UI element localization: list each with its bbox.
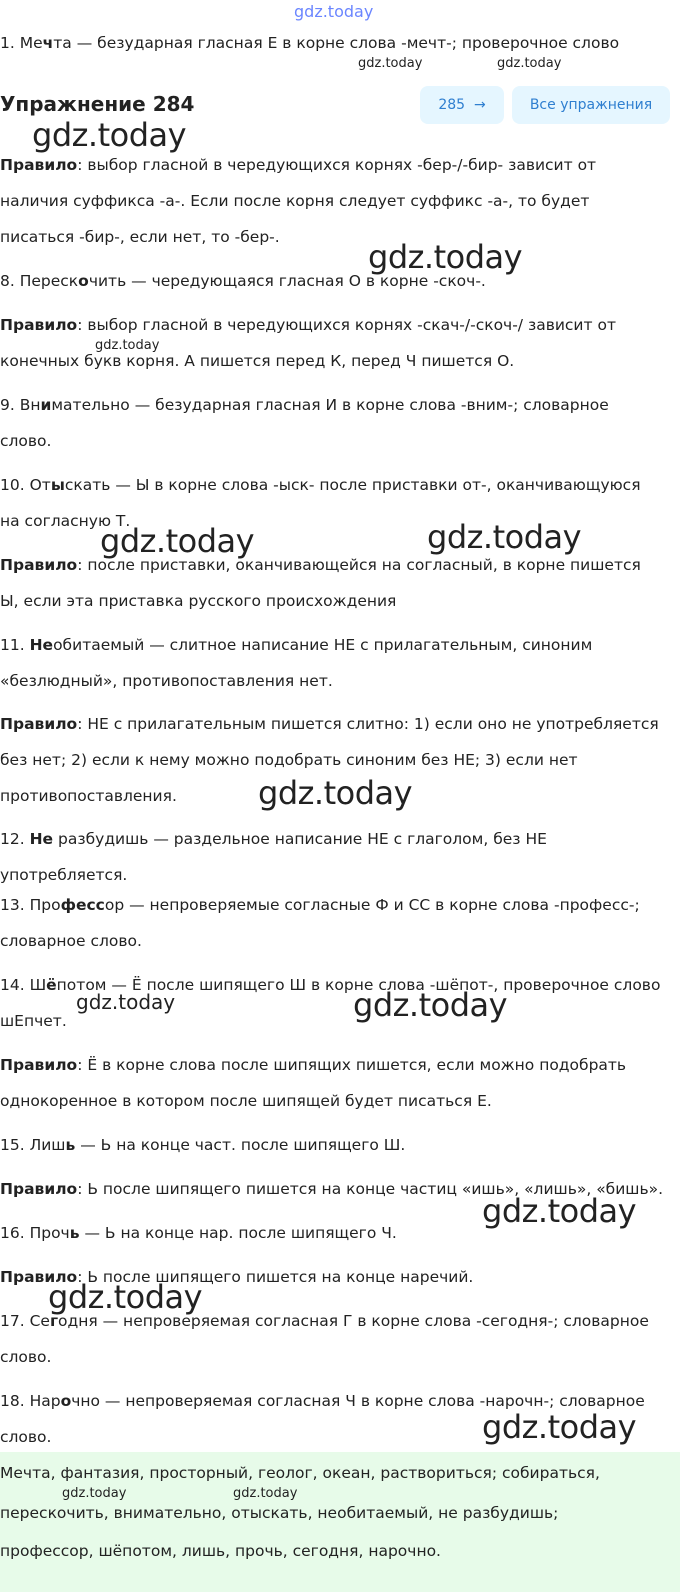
watermark: gdz.today <box>95 338 160 353</box>
rule-line: Ы, если эта приставка русского происхождения <box>0 592 397 610</box>
watermark: gdz.today <box>48 1278 203 1316</box>
watermark: gdz.today <box>482 1408 637 1446</box>
rule-line: Правило: выбор гласной в чередующихся корнях -скач-/-скоч-/ зависит от <box>0 316 616 334</box>
answer-line-11: 11. Необитаемый — слитное написание НЕ с прилагательным, синоним <box>0 636 593 654</box>
watermark: gdz.today <box>368 238 523 276</box>
answer-line-10: 10. Отыскать — Ы в корне слова -ыск- после приставки от-, оканчивающуюся <box>0 476 641 494</box>
rule-line: Правило: выбор гласной в чередующихся корнях -бер-/-бир- зависит от <box>0 156 597 174</box>
answer-box-line: Мечта, фантазия, просторный, геолог, океан, раствориться; собираться, <box>0 1464 600 1482</box>
rule-line: без нет; 2) если к нему можно подобрать синоним без НЕ; 3) если нет <box>0 751 578 769</box>
rule-line: конечных букв корня. А пишется перед К, перед Ч пишется О. <box>0 352 515 370</box>
answer-line-8: 8. Перескочить — чередующаяся гласная О в корне -скоч-. <box>0 272 486 290</box>
answer-line-9: 9. Внимательно — безударная гласная И в корне слова -вним-; словарное <box>0 396 609 414</box>
answer-line-9b: слово. <box>0 432 52 450</box>
answer-line-14: 14. Шёпотом — Ё после шипящего Ш в корне слова -шёпот-, проверочное слово <box>0 976 661 994</box>
watermark: gdz.today <box>32 116 187 154</box>
watermark: gdz.today <box>258 774 413 812</box>
answer-line-13b: словарное слово. <box>0 932 142 950</box>
rule-line: писаться -бир-, если нет, то -бер-. <box>0 228 280 246</box>
answer-line-1: 1. Мечта — безударная гласная Е в корне слова -мечт-; проверочное слово <box>0 34 620 52</box>
answer-line-10b: на согласную Т. <box>0 512 131 530</box>
next-exercise-button[interactable]: 285 → <box>420 86 504 124</box>
rule-line: наличия суффикса -а-. Если после корня следует суффикс -а-, то будет <box>0 192 590 210</box>
watermark: gdz.today <box>62 1486 127 1501</box>
answer-line-18b: слово. <box>0 1428 52 1446</box>
arrow-right-icon: → <box>473 97 486 113</box>
rule-line: Правило: после приставки, оканчивающейся на согласный, в корне пишется <box>0 556 641 574</box>
all-exercises-button[interactable]: Все упражнения <box>512 86 670 124</box>
answer-line-18: 18. Нарочно — непроверяемая согласная Ч в корне слова -нарочн-; словарное <box>0 1392 645 1410</box>
rule-line: Правило: НЕ с прилагательным пишется слитно: 1) если оно не употребляется <box>0 715 659 733</box>
answer-line-17b: слово. <box>0 1348 52 1366</box>
watermark: gdz.today <box>233 1486 298 1501</box>
watermark: gdz.today <box>353 986 508 1024</box>
answer-line-12: 12. Не разбудишь — раздельное написание НЕ с глаголом, без НЕ <box>0 830 547 848</box>
watermark: gdz.today <box>427 518 582 556</box>
answer-box-line: профессор, шёпотом, лишь, прочь, сегодня, нарочно. <box>0 1542 441 1560</box>
answer-line-11b: «безлюдный», противопоставления нет. <box>0 672 333 690</box>
answer-line-17: 17. Сегодня — непроверяемая согласная Г в корне слова -сегодня-; словарное <box>0 1312 649 1330</box>
rule-line: Правило: Ь после шипящего пишется на конце наречий. <box>0 1268 474 1286</box>
rule-line: противопоставления. <box>0 787 177 805</box>
rule-line: Правило: Ь после шипящего пишется на конце частиц «ишь», «лишь», «бишь». <box>0 1180 664 1198</box>
answer-box-line: перескочить, внимательно, отыскать, необитаемый, не разбудишь; <box>0 1504 559 1522</box>
watermark: gdz.today <box>497 56 562 71</box>
rule-line: однокоренное в котором после шипящей будет писаться Е. <box>0 1092 492 1110</box>
watermark: gdz.today <box>294 2 374 21</box>
answer-line-15: 15. Лишь — Ь на конце част. после шипящего Ш. <box>0 1136 406 1154</box>
watermark: gdz.today <box>358 56 423 71</box>
answer-line-13: 13. Профессор — непроверяемые согласные Ф и СС в корне слова -професс-; <box>0 896 640 914</box>
answer-line-14b: шЕпчет. <box>0 1012 67 1030</box>
answer-line-16: 16. Прочь — Ь на конце нар. после шипящего Ч. <box>0 1224 397 1242</box>
rule-line: Правило: Ё в корне слова после шипящих пишется, если можно подобрать <box>0 1056 627 1074</box>
answer-line-12b: употребляется. <box>0 866 128 884</box>
watermark: gdz.today <box>482 1192 637 1230</box>
watermark: gdz.today <box>76 990 176 1014</box>
page-title: Упражнение 284 <box>0 92 195 116</box>
watermark: gdz.today <box>100 522 255 560</box>
